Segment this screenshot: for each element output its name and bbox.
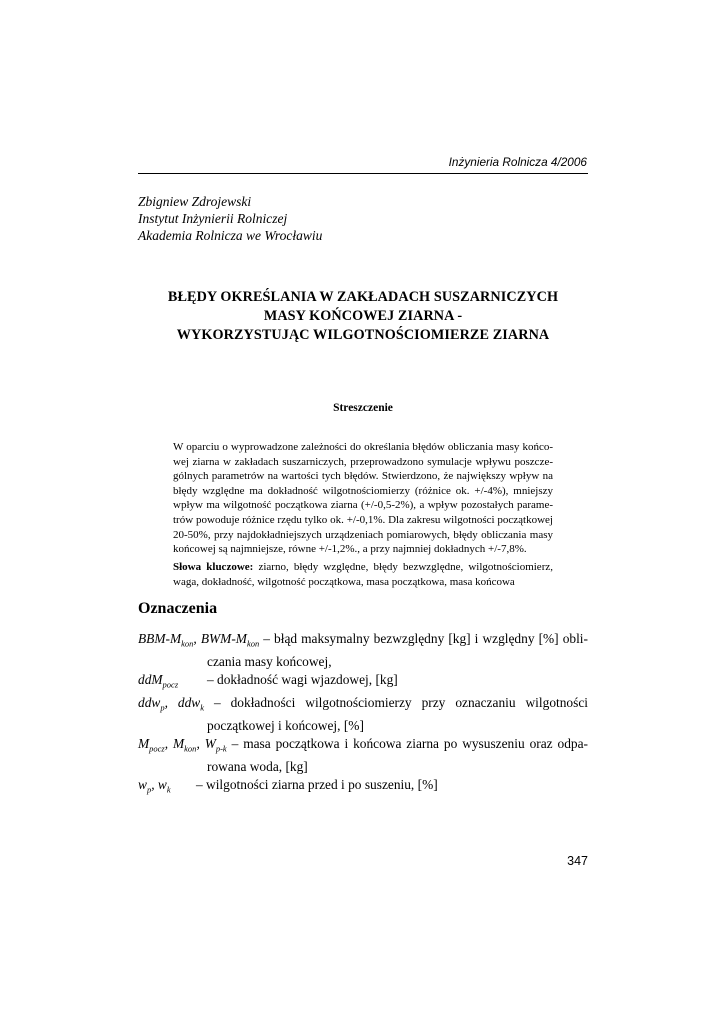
abstract-heading: Streszczenie [333,402,393,414]
abstract-line: końcowej są najmniejsze, równe +/-1,2%., a przy najmniej dokładnych +/-7,8%. [173,543,527,556]
header-rule [138,173,588,174]
abstract-line: trów powoduje różnice rzędu tylko ok. +/-0,1%. Dla zakresu wilgotności początkowej [173,513,553,526]
notation-item-ddm [138,671,588,694]
notation-item-bbm [138,630,588,653]
notation-list [138,630,588,799]
abstract-line: wpływ ma wilgotność początkowa ziarna (+/-0,5-2%), a wpływ pozostałych parame- [173,499,553,512]
keywords-line-1 [173,560,553,575]
abstract-line: wej ziarna w zakładach suszarniczych, przeprowadzono symulacje wpływu poszcze- [173,455,553,468]
definition-bbm: – błąd maksymalny bezwzględny [kg] i względny [%] obli- [259,631,588,646]
keywords [173,560,553,589]
symbol-bbm: BBM-$M_{kon}$, BWM-$M_{kon}$ [138,631,260,649]
symbol-ddm: ddM$_{pocz}$ [138,671,179,690]
abstract-line: 20-50%, przy najdokładniejszych urządzeniach pomiarowych, błędy obliczania masy [173,528,553,541]
section-heading-notation: Oznaczenia [138,600,218,617]
definition-ddw-cont: początkowej i końcowej, [%] [207,718,364,734]
paper-title [138,288,588,345]
abstract-line: gólnych parametrów na wartości tych błędów. Stwierdzono, że największy wpływ na [173,470,553,483]
symbol-moisture: $w_p$, $w_k$ [138,776,171,795]
page-number: 347 [567,854,588,868]
definition-moisture: – wilgotności ziarna przed i po suszeniu, [%] [196,776,438,792]
journal-name: Inżynieria Rolnicza 4/2006 [448,155,587,169]
author-institute: Instytut Inżynierii Rolniczej [138,211,288,226]
definition-mass-cont: rowana woda, [kg] [207,759,308,775]
definition-bbm-cont: czania masy końcowej, [207,654,332,670]
keywords-text-1: ziarno, błędy względne, błędy bezwzględne, wilgotnościomierz, [253,561,553,573]
abstract-line: błędy względne ma dokładność wilgotnościomierzy (różnice ok. +/-4%), mniejszy [173,484,553,497]
symbol-ddw: ddw$_p$, ddw$_k$ [138,695,204,713]
notation-item-moisture [138,776,588,799]
symbol-mass: $M_{pocz}$, $M_{kon}$, $W_{p-k}$ [138,735,227,754]
abstract-text [173,440,553,557]
notation-item-ddw [138,694,588,717]
definition-ddw: – dokładności wilgotnościomierzy przy oznaczaniu wilgotności [204,695,588,711]
author-academy: Akademia Rolnicza we Wrocławiu [138,228,323,243]
abstract-line: W oparciu o wyprowadzone zależności do określania błędów obliczania masy końco- [173,441,553,453]
keywords-text-2: waga, dokładność, wilgotność początkowa, masa początkowa, masa końcowa [173,575,515,588]
definition-ddm: – dokładność wagi wjazdowej, [kg] [207,671,398,687]
title-line-3: WYKORZYSTUJĄC WILGOTNOŚCIOMIERZE ZIARNA [176,327,550,343]
title-line-1: BŁĘDY OKREŚLANIA W ZAKŁADACH SUSZARNICZYCH [167,289,559,305]
notation-item-mass [138,735,588,758]
author-name: Zbigniew Zdrojewski [138,194,252,209]
keywords-label: Słowa kluczowe: [173,561,254,573]
author-block [138,193,322,244]
definition-mass: – masa początkowa i końcowa ziarna po wysuszeniu oraz odpa- [226,735,588,751]
title-line-2: MASY KOŃCOWEJ ZIARNA - [263,308,463,324]
